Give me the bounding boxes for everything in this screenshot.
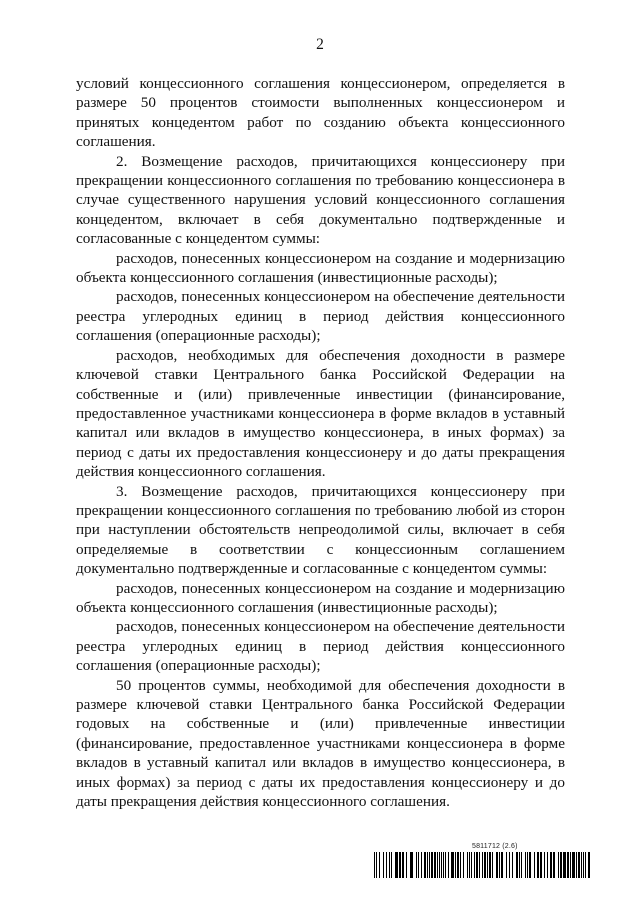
page-number: 2 [316,36,324,53]
paragraph-item: расходов, понесенных концессионером на создание и модернизацию объекта концессионного соглашения (инвестиционные расходы); [76,579,565,616]
body-text [76,74,565,811]
paragraph-item: расходов, необходимых для обеспечения доходности в размере ключевой ставки Центрального банка Российской Федерации на собственные и (или) привлеченные инвестиции (финансирование, предоставленное участниками концессионера в форме вкладов в уставный капитал или вкладов в имущество концессионера, в иных формах) за период с даты их предоставления концессионеру и до даты прекращения действия концессионного соглашения. [76,346,565,481]
paragraph-item: расходов, понесенных концессионером на создание и модернизацию объекта концессионного соглашения (инвестиционные расходы); [76,249,565,287]
paragraph-item: 50 процентов суммы, необходимой для обеспечения доходности в размере ключевой ставки Центрального банка Российской Федерации годовых на собственные и (или) привлеченные инвестиции (финансирование, предоставленное участниками концессионера в форме вкладов в уставный капитал или вкладов в имущество концессионера, в иных формах) за период с даты их предоставления концессионеру и до даты прекращения действия концессионного соглашения. [76,676,565,811]
paragraph-clause-2: 2. Возмещение расходов, причитающихся концессионеру при прекращении концессионного соглашения по требованию концессионера в случае существенного нарушения условий концессионного соглашения концедентом, включает в себя документально подтвержденные и согласованные с концедентом суммы: [76,152,565,248]
paragraph-continuation: условий концессионного соглашения концессионером, определяется в размере 50 процентов стоимости выполненных концессионером и принятых концедентом работ по созданию объекта концессионного соглашения. [76,75,565,151]
paragraph-item: расходов, понесенных концессионером на обеспечение деятельности реестра углеродных единиц в период действия концессионного соглашения (операционные расходы); [76,618,565,675]
barcode-icon [374,852,592,878]
paragraph-clause-3: 3. Возмещение расходов, причитающихся концессионеру при прекращении концессионного соглашения по требованию любой из сторон при наступлении обстоятельств непреодолимой силы, включает в себя определяемые в соответствии с концессионным соглашением документально подтвержденные и согласованные с концедентом суммы: [76,482,565,578]
paragraph-item: расходов, понесенных концессионером на обеспечение деятельности реестра углеродных единиц в период действия концессионного соглашения (операционные расходы); [76,288,565,345]
document-code: 5811712 (2.6) [472,843,518,850]
